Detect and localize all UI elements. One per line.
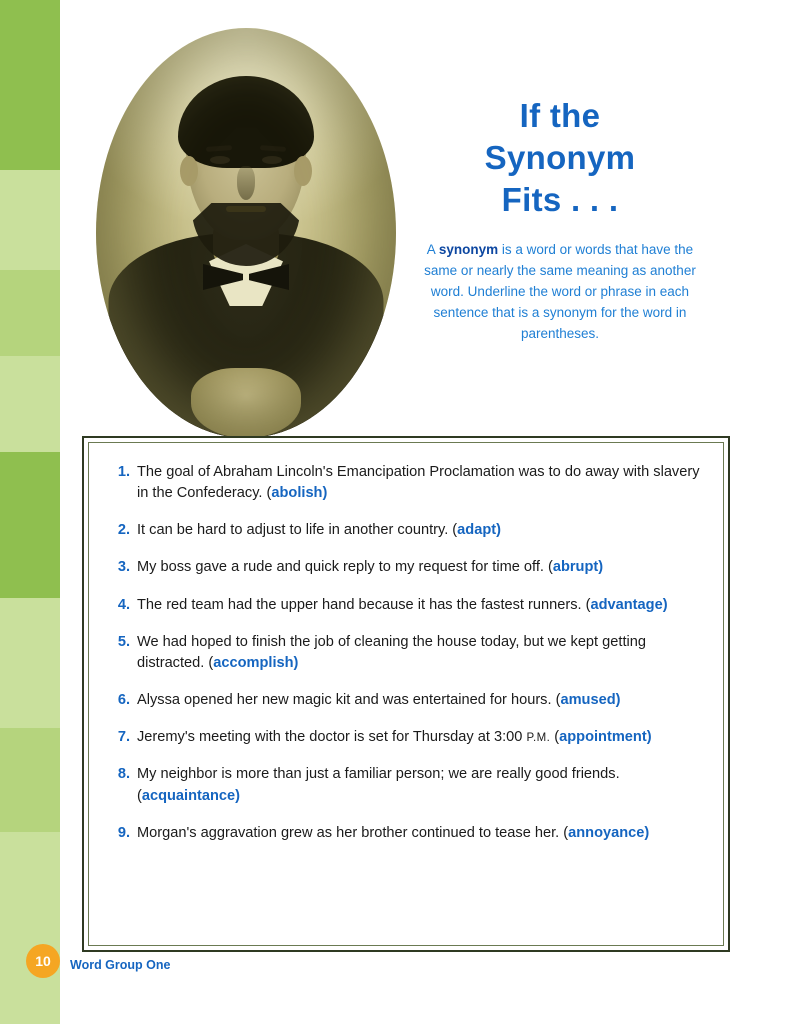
item-close-paren: ) — [598, 559, 604, 576]
directions-body: is a word or words that have the same or nearly the same meaning as another word. Underline the word or phrase in each sentence that is a synonym for the word in parentheses. — [424, 242, 696, 341]
item-text[interactable] — [137, 557, 702, 578]
page-number-badge: 10 — [26, 944, 60, 978]
list-item — [104, 595, 702, 616]
item-sentence: Morgan's aggravation grew as her brother continued to tease her. ( — [137, 824, 569, 841]
rail-block-2 — [0, 170, 60, 270]
item-number: 8. — [117, 766, 130, 783]
item-close-paren: ) — [644, 824, 650, 841]
item-sentence: The red team had the upper hand because it has the fastest runners. ( — [137, 596, 591, 613]
item-target-word: appointment — [559, 729, 647, 746]
rail-block-1 — [0, 0, 60, 170]
item-number: 9. — [117, 824, 130, 841]
directions-prefix: A — [426, 242, 439, 257]
lincoln-portrait — [96, 28, 396, 438]
item-target-word: annoyance — [568, 824, 645, 841]
item-text[interactable] — [137, 595, 702, 616]
item-target-word: acquaintance — [141, 787, 236, 804]
item-target-word: abrupt — [552, 559, 599, 576]
rail-block-6 — [0, 598, 60, 728]
list-item — [104, 462, 702, 504]
page-title-line-3: Fits . . . — [501, 181, 619, 219]
item-sentence: The goal of Abraham Lincoln's Emancipation Proclamation was to do away with slavery in the Confederacy. ( — [137, 464, 700, 502]
decorative-left-rail — [0, 0, 60, 1024]
item-close-paren: ) — [646, 729, 652, 746]
item-number: 3. — [117, 559, 130, 576]
portrait-oval-frame — [96, 28, 396, 438]
item-close-paren: ) — [293, 654, 299, 671]
item-sentence: We had hoped to finish the job of cleaning the house today, but we kept getting distracted. ( — [137, 633, 646, 671]
item-text[interactable] — [137, 823, 702, 844]
item-sentence: My neighbor is more than just a familiar person; we are really good friends. ( — [137, 766, 620, 804]
directions-keyword: synonym — [438, 242, 499, 257]
list-item — [104, 690, 702, 711]
list-item — [104, 632, 702, 674]
item-text[interactable] — [137, 520, 702, 541]
item-close-paren: ) — [615, 692, 621, 709]
item-target-word: adapt — [457, 522, 497, 539]
item-sentence: Jeremy's meeting with the doctor is set for Thursday at 3:00 — [137, 729, 527, 746]
item-close-paren: ) — [496, 522, 501, 539]
rail-block-4 — [0, 356, 60, 452]
item-target-word: abolish — [271, 485, 323, 502]
item-target-word: amused — [560, 692, 616, 709]
page-title — [410, 95, 710, 222]
item-close-paren: ) — [662, 596, 668, 613]
item-smallcaps: P.M. — [526, 732, 551, 745]
rail-block-7 — [0, 728, 60, 832]
item-number: 7. — [117, 729, 130, 746]
rail-block-5 — [0, 452, 60, 598]
item-text[interactable] — [137, 727, 702, 748]
footer-section-label: Word Group One — [70, 958, 171, 972]
rail-block-3 — [0, 270, 60, 356]
directions-text — [412, 240, 708, 345]
item-text[interactable] — [137, 764, 702, 806]
item-close-paren: ) — [235, 787, 241, 804]
item-number: 1. — [117, 464, 130, 480]
list-item — [104, 727, 702, 748]
portrait-vignette — [96, 28, 396, 438]
item-number: 2. — [117, 522, 130, 539]
list-item — [104, 520, 702, 541]
item-target-word: advantage — [590, 596, 663, 613]
item-sentence: Alyssa opened her new magic kit and was entertained for hours. ( — [137, 692, 561, 709]
item-number: 6. — [117, 692, 130, 709]
exercise-box — [82, 436, 730, 952]
list-item — [104, 764, 702, 806]
item-close-paren: ) — [322, 485, 328, 502]
item-sentence: My boss gave a rude and quick reply to my request for time off. ( — [137, 559, 553, 576]
rail-block-8 — [0, 832, 60, 1024]
list-item — [104, 557, 702, 578]
item-target-word: accomplish — [213, 654, 294, 671]
item-number: 4. — [117, 596, 130, 613]
item-sentence: It can be hard to adjust to life in another country. ( — [137, 522, 458, 539]
item-number: 5. — [117, 633, 130, 650]
page-title-line-1: If the — [519, 97, 601, 134]
item-text[interactable] — [137, 690, 702, 711]
item-text[interactable] — [137, 632, 702, 674]
item-text[interactable] — [137, 462, 702, 504]
item-sentence-cont: ( — [550, 729, 560, 746]
list-item — [104, 823, 702, 844]
page-title-line-2: Synonym — [484, 139, 636, 177]
